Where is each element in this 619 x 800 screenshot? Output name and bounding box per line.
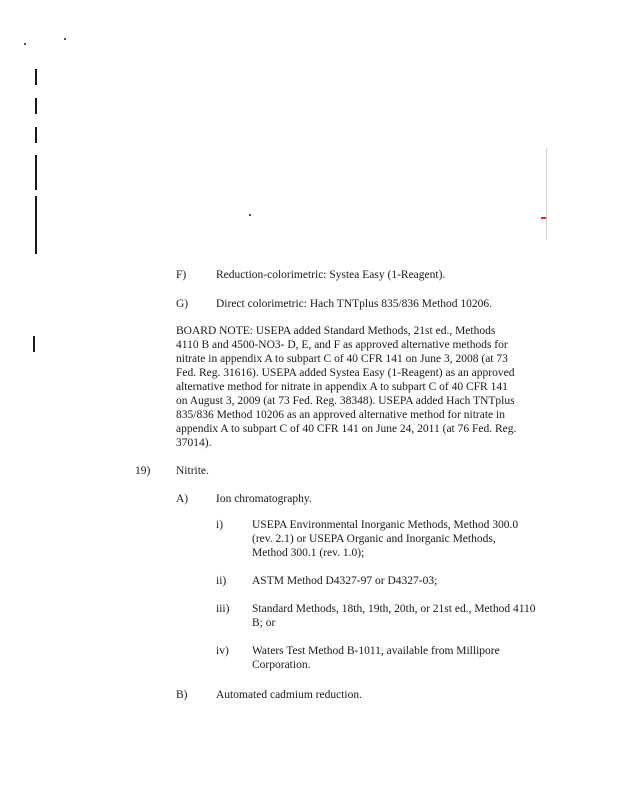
board-note-line: 4110 B and 4500-NO3- D, E, and F as approved alternative methods for bbox=[176, 339, 508, 351]
section-title: Nitrite. bbox=[176, 465, 209, 477]
sub-b-text: Automated cadmium reduction. bbox=[216, 689, 362, 701]
board-note-line: appendix A to subpart C of 40 CFR 141 on June 24, 2011 (at 76 Fed. Reg. bbox=[176, 423, 517, 435]
sub-b-label: B) bbox=[176, 689, 188, 701]
sub-a-text: Ion chromatography. bbox=[216, 493, 312, 505]
page-edge-shadow bbox=[546, 148, 547, 240]
item-g-label: G) bbox=[176, 298, 189, 310]
method-i-line: Method 300.1 (rev. 1.0); bbox=[252, 547, 365, 559]
margin-mark bbox=[541, 217, 546, 219]
board-note-line: BOARD NOTE: USEPA added Standard Methods, 21st ed., Methods bbox=[176, 325, 496, 337]
scan-speck bbox=[64, 38, 66, 40]
item-f-text: Reduction-colorimetric: Systea Easy (1-Reagent). bbox=[216, 269, 446, 281]
revision-bar bbox=[35, 98, 37, 114]
method-iii-line: B; or bbox=[252, 617, 276, 629]
method-i-label: i) bbox=[216, 519, 224, 531]
board-note-line: Fed. Reg. 31616). USEPA added Systea Easy (1-Reagent) as an approved bbox=[176, 367, 515, 379]
board-note-line: nitrate in appendix A to subpart C of 40 CFR 141 on June 3, 2008 (at 73 bbox=[176, 353, 508, 365]
revision-bar bbox=[35, 127, 37, 143]
scan-speck bbox=[249, 214, 251, 216]
method-iv-label: iv) bbox=[216, 645, 229, 657]
method-iv-line: Corporation. bbox=[252, 659, 311, 671]
method-iv-line: Waters Test Method B-1011, available from Millipore bbox=[252, 645, 500, 657]
method-ii-label: ii) bbox=[216, 575, 227, 587]
revision-bar bbox=[33, 336, 35, 352]
revision-bar bbox=[35, 196, 37, 254]
board-note-line: on August 3, 2009 (at 73 Fed. Reg. 38348). USEPA added Hach TNTplus bbox=[176, 395, 515, 407]
section-number: 19) bbox=[135, 465, 151, 477]
revision-bar bbox=[35, 69, 37, 85]
method-iii-line: Standard Methods, 18th, 19th, 20th, or 21st ed., Method 4110 bbox=[252, 603, 536, 615]
board-note-line: alternative method for nitrate in appendix A to subpart C of 40 CFR 141 bbox=[176, 381, 508, 393]
scan-speck bbox=[24, 43, 26, 45]
board-note-line: 37014). bbox=[176, 437, 212, 449]
method-iii-label: iii) bbox=[216, 603, 230, 615]
item-f-label: F) bbox=[176, 269, 187, 281]
method-ii-line: ASTM Method D4327-97 or D4327-03; bbox=[252, 575, 438, 587]
board-note-line: 835/836 Method 10206 as an approved alternative method for nitrate in bbox=[176, 409, 505, 421]
method-i-line: USEPA Environmental Inorganic Methods, Method 300.0 bbox=[252, 519, 519, 531]
sub-a-label: A) bbox=[176, 493, 189, 505]
item-g-text: Direct colorimetric: Hach TNTplus 835/836 Method 10206. bbox=[216, 298, 493, 310]
method-i-line: (rev. 2.1) or USEPA Organic and Inorganic Methods, bbox=[252, 533, 496, 545]
revision-bar bbox=[35, 155, 37, 190]
